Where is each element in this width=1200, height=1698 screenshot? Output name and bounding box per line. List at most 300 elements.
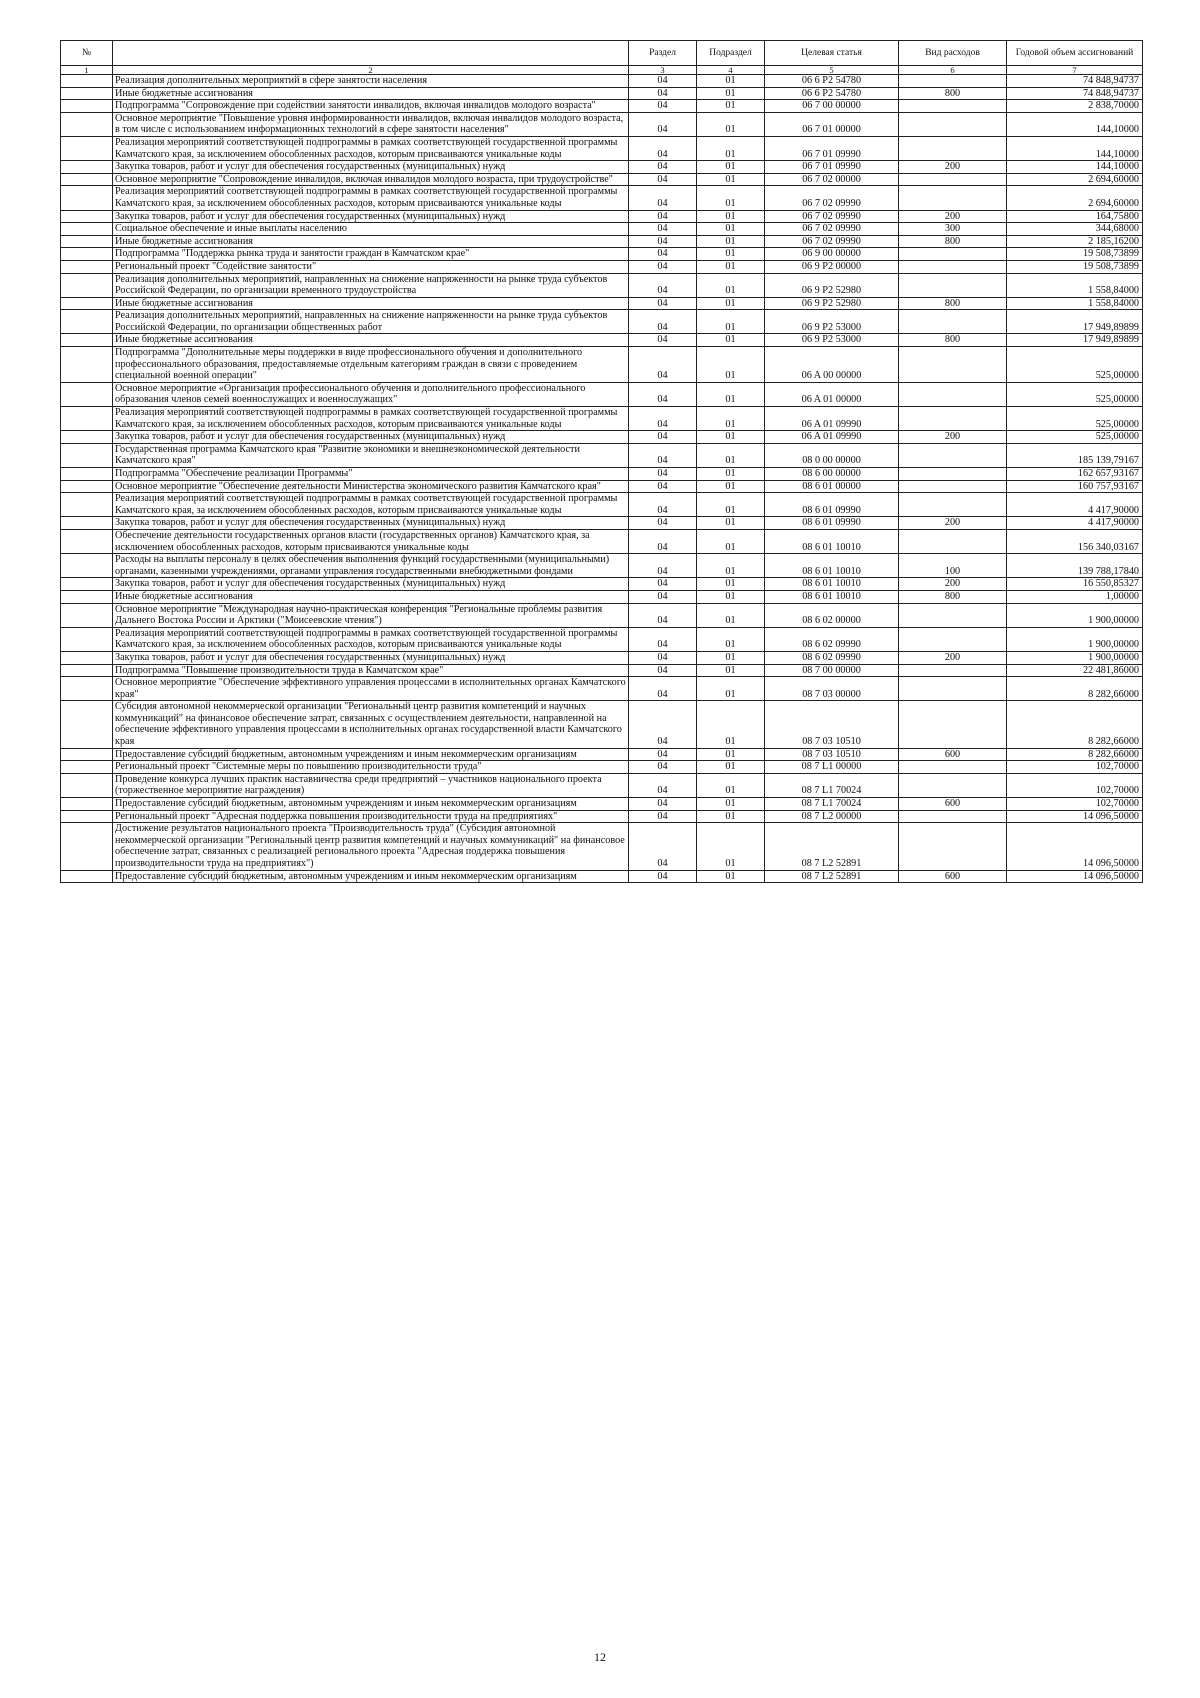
header-name: [113, 41, 629, 66]
row-razdel-cell: 04: [629, 248, 697, 261]
row-name-cell: Основное мероприятие «Организация профессионального обучения и дополнительного профессионального образования членов семей военнослужащих и военнослужащих": [113, 382, 629, 406]
table-row: [61, 297, 1143, 310]
row-podrazdel-cell: 01: [697, 810, 765, 823]
row-podrazdel-cell: 01: [697, 590, 765, 603]
row-amount-cell: 74 848,94737: [1007, 87, 1143, 100]
row-name-cell: Расходы на выплаты персоналу в целях обеспечения выполнения функций государственными (муниципальными) органами, казенными учреждениями, органами управления государственными внебюджетными фондами: [113, 554, 629, 578]
row-razdel-cell: 04: [629, 161, 697, 174]
row-name-cell: Подпрограмма "Сопровождение при содействии занятости инвалидов, включая инвалидов молодого возраста": [113, 100, 629, 113]
row-name-cell: Закупка товаров, работ и услуг для обеспечения государственных (муниципальных) нужд: [113, 210, 629, 223]
row-number-cell: [61, 677, 113, 701]
row-target-cell: 08 7 L1 70024: [765, 798, 899, 811]
row-name-cell: Подпрограмма "Поддержка рынка труда и занятости граждан в Камчатском крае": [113, 248, 629, 261]
table-row: [61, 798, 1143, 811]
row-vid-cell: [899, 382, 1007, 406]
row-vid-cell: [899, 136, 1007, 160]
row-number-cell: [61, 810, 113, 823]
row-target-cell: 08 6 02 09990: [765, 627, 899, 651]
row-name-cell: Подпрограмма "Обеспечение реализации Программы": [113, 468, 629, 481]
table-row: [61, 210, 1143, 223]
row-vid-cell: [899, 347, 1007, 383]
row-razdel-cell: 04: [629, 554, 697, 578]
row-vid-cell: [899, 173, 1007, 186]
row-vid-cell: 200: [899, 651, 1007, 664]
row-amount-cell: 17 949,89899: [1007, 310, 1143, 334]
table-row: [61, 627, 1143, 651]
row-amount-cell: 8 282,66000: [1007, 677, 1143, 701]
table-body: [61, 75, 1143, 883]
page-number: 12: [594, 1650, 606, 1664]
row-number-cell: [61, 334, 113, 347]
row-podrazdel-cell: 01: [697, 701, 765, 748]
table-row: [61, 529, 1143, 553]
row-vid-cell: [899, 480, 1007, 493]
row-razdel-cell: 04: [629, 210, 697, 223]
table-row: [61, 810, 1143, 823]
row-vid-cell: [899, 773, 1007, 797]
row-target-cell: 08 7 03 00000: [765, 677, 899, 701]
row-razdel-cell: 04: [629, 310, 697, 334]
row-number-cell: [61, 173, 113, 186]
row-name-cell: Предоставление субсидий бюджетным, автономным учреждениям и иным некоммерческим организациям: [113, 748, 629, 761]
table-row: [61, 260, 1143, 273]
row-vid-cell: [899, 761, 1007, 774]
row-vid-cell: 200: [899, 161, 1007, 174]
row-name-cell: Закупка товаров, работ и услуг для обеспечения государственных (муниципальных) нужд: [113, 161, 629, 174]
row-vid-cell: [899, 627, 1007, 651]
row-target-cell: 08 7 L1 00000: [765, 761, 899, 774]
row-amount-cell: 102,70000: [1007, 798, 1143, 811]
row-target-cell: 08 7 L2 52891: [765, 823, 899, 870]
row-amount-cell: 144,10000: [1007, 136, 1143, 160]
table-row: [61, 870, 1143, 883]
row-vid-cell: [899, 443, 1007, 467]
row-name-cell: Проведение конкурса лучших практик наставничества среди предприятий – участников национального проекта (торжественное мероприятие награждения): [113, 773, 629, 797]
row-name-cell: Достижение результатов национального проекта "Производительность труда" (Субсидия автономной некоммерческой организации "Региональный центр развития компетенций и научных коммуникаций" на финансовое обеспечение затрат, связанных с реализацией регионального проекта "Адресная поддержка повышения производительности труда на предприятиях"): [113, 823, 629, 870]
row-podrazdel-cell: 01: [697, 248, 765, 261]
column-number-row: [61, 66, 1143, 75]
row-number-cell: [61, 112, 113, 136]
row-razdel-cell: 04: [629, 273, 697, 297]
row-podrazdel-cell: 01: [697, 748, 765, 761]
table-row: [61, 468, 1143, 481]
row-amount-cell: 156 340,03167: [1007, 529, 1143, 553]
row-razdel-cell: 04: [629, 798, 697, 811]
table-row: [61, 223, 1143, 236]
row-amount-cell: 1 900,00000: [1007, 651, 1143, 664]
row-vid-cell: 100: [899, 554, 1007, 578]
row-amount-cell: 14 096,50000: [1007, 810, 1143, 823]
table-row: [61, 100, 1143, 113]
row-amount-cell: 8 282,66000: [1007, 748, 1143, 761]
row-target-cell: 06 A 01 00000: [765, 382, 899, 406]
row-name-cell: Иные бюджетные ассигнования: [113, 87, 629, 100]
row-razdel-cell: 04: [629, 701, 697, 748]
row-target-cell: 08 6 02 09990: [765, 651, 899, 664]
row-vid-cell: 600: [899, 748, 1007, 761]
row-name-cell: Иные бюджетные ассигнования: [113, 590, 629, 603]
row-vid-cell: 800: [899, 87, 1007, 100]
row-number-cell: [61, 260, 113, 273]
row-vid-cell: [899, 273, 1007, 297]
row-number-cell: [61, 223, 113, 236]
row-number-cell: [61, 273, 113, 297]
row-target-cell: 08 6 01 10010: [765, 590, 899, 603]
row-target-cell: 06 9 00 00000: [765, 248, 899, 261]
row-vid-cell: [899, 248, 1007, 261]
row-target-cell: 08 6 01 09990: [765, 493, 899, 517]
table-row: [61, 578, 1143, 591]
row-vid-cell: 200: [899, 431, 1007, 444]
row-amount-cell: 1 900,00000: [1007, 603, 1143, 627]
row-vid-cell: [899, 112, 1007, 136]
row-name-cell: Основное мероприятие "Сопровождение инвалидов, включая инвалидов молодого возраста, при трудоустройстве": [113, 173, 629, 186]
row-target-cell: 08 7 00 00000: [765, 664, 899, 677]
table-row: [61, 431, 1143, 444]
row-amount-cell: 160 757,93167: [1007, 480, 1143, 493]
row-name-cell: Закупка товаров, работ и услуг для обеспечения государственных (муниципальных) нужд: [113, 431, 629, 444]
row-target-cell: 06 7 02 09990: [765, 235, 899, 248]
row-amount-cell: 344,68000: [1007, 223, 1143, 236]
row-name-cell: Иные бюджетные ассигнования: [113, 297, 629, 310]
table-row: [61, 773, 1143, 797]
row-name-cell: Предоставление субсидий бюджетным, автономным учреждениям и иным некоммерческим организациям: [113, 870, 629, 883]
row-number-cell: [61, 590, 113, 603]
table-row: [61, 517, 1143, 530]
row-number-cell: [61, 578, 113, 591]
header-number: №: [61, 41, 113, 66]
table-row: [61, 664, 1143, 677]
row-name-cell: Закупка товаров, работ и услуг для обеспечения государственных (муниципальных) нужд: [113, 578, 629, 591]
row-podrazdel-cell: 01: [697, 210, 765, 223]
row-vid-cell: [899, 186, 1007, 210]
table-row: [61, 186, 1143, 210]
row-target-cell: 06 A 01 09990: [765, 407, 899, 431]
row-target-cell: 06 9 P2 53000: [765, 334, 899, 347]
row-target-cell: 06 7 01 00000: [765, 112, 899, 136]
row-target-cell: 08 7 03 10510: [765, 701, 899, 748]
row-amount-cell: 16 550,85327: [1007, 578, 1143, 591]
table-row: [61, 554, 1143, 578]
row-razdel-cell: 04: [629, 761, 697, 774]
row-vid-cell: 300: [899, 223, 1007, 236]
row-podrazdel-cell: 01: [697, 773, 765, 797]
row-vid-cell: [899, 529, 1007, 553]
row-target-cell: 06 7 01 09990: [765, 136, 899, 160]
row-razdel-cell: 04: [629, 578, 697, 591]
row-number-cell: [61, 773, 113, 797]
table-row: [61, 87, 1143, 100]
row-name-cell: Основное мероприятие "Обеспечение эффективного управления процессами в исполнительных органах Камчатского края": [113, 677, 629, 701]
row-amount-cell: 2 185,16200: [1007, 235, 1143, 248]
row-podrazdel-cell: 01: [697, 347, 765, 383]
row-vid-cell: [899, 603, 1007, 627]
row-name-cell: Подпрограмма "Дополнительные меры поддержки в виде профессионального обучения и дополнительного профессионального образования, предоставляемые отдельным категориям граждан в связи с проведением специальной военной операции": [113, 347, 629, 383]
row-razdel-cell: 04: [629, 517, 697, 530]
row-podrazdel-cell: 01: [697, 297, 765, 310]
row-podrazdel-cell: 01: [697, 407, 765, 431]
row-name-cell: Социальное обеспечение и иные выплаты населению: [113, 223, 629, 236]
row-vid-cell: [899, 677, 1007, 701]
row-vid-cell: [899, 260, 1007, 273]
row-number-cell: [61, 701, 113, 748]
row-podrazdel-cell: 01: [697, 235, 765, 248]
table-row: [61, 273, 1143, 297]
row-number-cell: [61, 75, 113, 88]
table-row: [61, 136, 1143, 160]
row-razdel-cell: 04: [629, 223, 697, 236]
colnum-4: 4: [697, 66, 765, 75]
row-amount-cell: 22 481,86000: [1007, 664, 1143, 677]
row-razdel-cell: 04: [629, 260, 697, 273]
row-number-cell: [61, 186, 113, 210]
row-number-cell: [61, 100, 113, 113]
row-target-cell: 06 7 02 00000: [765, 173, 899, 186]
row-podrazdel-cell: 01: [697, 798, 765, 811]
table-row: [61, 590, 1143, 603]
row-podrazdel-cell: 01: [697, 223, 765, 236]
row-razdel-cell: 04: [629, 748, 697, 761]
row-number-cell: [61, 664, 113, 677]
row-number-cell: [61, 748, 113, 761]
row-name-cell: Государственная программа Камчатского края "Развитие экономики и внешнеэкономической деятельности Камчатского края": [113, 443, 629, 467]
row-target-cell: 06 7 02 09990: [765, 186, 899, 210]
table-row: [61, 761, 1143, 774]
row-podrazdel-cell: 01: [697, 382, 765, 406]
row-target-cell: 06 9 P2 52980: [765, 273, 899, 297]
colnum-2: 2: [113, 66, 629, 75]
row-number-cell: [61, 407, 113, 431]
header-amount: Годовой объем ассигнований: [1007, 41, 1143, 66]
header-razdel: Раздел: [629, 41, 697, 66]
table-row: [61, 235, 1143, 248]
table-row: [61, 493, 1143, 517]
row-razdel-cell: 04: [629, 334, 697, 347]
row-amount-cell: 102,70000: [1007, 773, 1143, 797]
row-name-cell: Реализация мероприятий соответствующей подпрограммы в рамках соответствующей государственной программы Камчатского края, за исключением обособленных расходов, которым присваиваются уникальные коды: [113, 627, 629, 651]
row-name-cell: Обеспечение деятельности государственных органов власти (государственных органов) Камчатского края, за исключением обособленных расходов, которым присваиваются уникальные коды: [113, 529, 629, 553]
row-razdel-cell: 04: [629, 870, 697, 883]
row-name-cell: Предоставление субсидий бюджетным, автономным учреждениям и иным некоммерческим организациям: [113, 798, 629, 811]
row-razdel-cell: 04: [629, 382, 697, 406]
row-target-cell: 08 6 00 00000: [765, 468, 899, 481]
row-podrazdel-cell: 01: [697, 529, 765, 553]
budget-sheet: [60, 40, 1142, 883]
row-razdel-cell: 04: [629, 810, 697, 823]
row-target-cell: 06 7 01 09990: [765, 161, 899, 174]
row-vid-cell: 800: [899, 297, 1007, 310]
row-amount-cell: 4 417,90000: [1007, 517, 1143, 530]
row-name-cell: Закупка товаров, работ и услуг для обеспечения государственных (муниципальных) нужд: [113, 517, 629, 530]
row-number-cell: [61, 651, 113, 664]
row-vid-cell: 600: [899, 870, 1007, 883]
table-row: [61, 75, 1143, 88]
table-row: [61, 443, 1143, 467]
row-name-cell: Основное мероприятие "Международная научно-практическая конференция "Региональные проблемы развития Дальнего Востока России и Арктики ("Моисеевские чтения"): [113, 603, 629, 627]
row-razdel-cell: 04: [629, 297, 697, 310]
row-amount-cell: 525,00000: [1007, 407, 1143, 431]
row-target-cell: 08 6 01 09990: [765, 517, 899, 530]
row-podrazdel-cell: 01: [697, 75, 765, 88]
row-podrazdel-cell: 01: [697, 823, 765, 870]
row-razdel-cell: 04: [629, 823, 697, 870]
row-razdel-cell: 04: [629, 186, 697, 210]
row-razdel-cell: 04: [629, 173, 697, 186]
header-podrazdel: Подраздел: [697, 41, 765, 66]
row-vid-cell: 800: [899, 235, 1007, 248]
table-row: [61, 677, 1143, 701]
row-vid-cell: [899, 823, 1007, 870]
row-podrazdel-cell: 01: [697, 334, 765, 347]
row-number-cell: [61, 87, 113, 100]
row-target-cell: 08 7 L2 00000: [765, 810, 899, 823]
row-number-cell: [61, 554, 113, 578]
row-amount-cell: 2 694,60000: [1007, 173, 1143, 186]
row-amount-cell: 525,00000: [1007, 382, 1143, 406]
colnum-1: 1: [61, 66, 113, 75]
row-podrazdel-cell: 01: [697, 136, 765, 160]
row-razdel-cell: 04: [629, 235, 697, 248]
colnum-3: 3: [629, 66, 697, 75]
row-vid-cell: [899, 407, 1007, 431]
row-number-cell: [61, 297, 113, 310]
row-target-cell: 08 6 01 00000: [765, 480, 899, 493]
row-amount-cell: 17 949,89899: [1007, 334, 1143, 347]
row-number-cell: [61, 761, 113, 774]
row-razdel-cell: 04: [629, 664, 697, 677]
row-podrazdel-cell: 01: [697, 677, 765, 701]
row-target-cell: 06 9 P2 53000: [765, 310, 899, 334]
row-target-cell: 06 A 01 09990: [765, 431, 899, 444]
row-podrazdel-cell: 01: [697, 493, 765, 517]
row-target-cell: 08 7 L2 52891: [765, 870, 899, 883]
row-amount-cell: 162 657,93167: [1007, 468, 1143, 481]
row-number-cell: [61, 480, 113, 493]
table-row: [61, 161, 1143, 174]
row-amount-cell: 1,00000: [1007, 590, 1143, 603]
table-row: [61, 248, 1143, 261]
row-name-cell: Реализация мероприятий соответствующей подпрограммы в рамках соответствующей государственной программы Камчатского края, за исключением обособленных расходов, которым присваиваются уникальные коды: [113, 186, 629, 210]
table-row: [61, 310, 1143, 334]
row-amount-cell: 8 282,66000: [1007, 701, 1143, 748]
row-amount-cell: 144,10000: [1007, 112, 1143, 136]
table-row: [61, 407, 1143, 431]
row-podrazdel-cell: 01: [697, 578, 765, 591]
row-vid-cell: 600: [899, 798, 1007, 811]
row-name-cell: Подпрограмма "Повышение производительности труда в Камчатском крае": [113, 664, 629, 677]
row-amount-cell: 144,10000: [1007, 161, 1143, 174]
row-razdel-cell: 04: [629, 112, 697, 136]
row-number-cell: [61, 210, 113, 223]
row-podrazdel-cell: 01: [697, 161, 765, 174]
row-razdel-cell: 04: [629, 627, 697, 651]
row-target-cell: 08 6 01 10010: [765, 578, 899, 591]
colnum-5: 5: [765, 66, 899, 75]
row-podrazdel-cell: 01: [697, 173, 765, 186]
row-vid-cell: 200: [899, 517, 1007, 530]
row-razdel-cell: 04: [629, 100, 697, 113]
table-row: [61, 701, 1143, 748]
row-vid-cell: [899, 701, 1007, 748]
table-row: [61, 112, 1143, 136]
row-name-cell: Реализация мероприятий соответствующей подпрограммы в рамках соответствующей государственной программы Камчатского края, за исключением обособленных расходов, которым присваиваются уникальные коды: [113, 493, 629, 517]
row-podrazdel-cell: 01: [697, 870, 765, 883]
header-vid: Вид расходов: [899, 41, 1007, 66]
row-name-cell: Региональный проект "Системные меры по повышению производительности труда": [113, 761, 629, 774]
row-name-cell: Реализация мероприятий соответствующей подпрограммы в рамках соответствующей государственной программы Камчатского края, за исключением обособленных расходов, которым присваиваются уникальные коды: [113, 136, 629, 160]
row-podrazdel-cell: 01: [697, 443, 765, 467]
row-amount-cell: 2 838,70000: [1007, 100, 1143, 113]
row-number-cell: [61, 468, 113, 481]
row-name-cell: Субсидия автономной некоммерческой организации "Региональный центр развития компетенций и научных коммуникаций" на финансовое обеспечение затрат, связанных с осуществлением деятельности, направленной на обеспечение эффективного управления процессами в исполнительных органах государственной власти Камчатского края: [113, 701, 629, 748]
row-target-cell: 08 6 02 00000: [765, 603, 899, 627]
table-header-row: [61, 41, 1143, 66]
row-amount-cell: 164,75800: [1007, 210, 1143, 223]
table-row: [61, 347, 1143, 383]
row-name-cell: Реализация дополнительных мероприятий, направленных на снижение напряженности на рынке труда субъектов Российской Федерации, по организации временного трудоустройства: [113, 273, 629, 297]
row-amount-cell: 19 508,73899: [1007, 260, 1143, 273]
colnum-7: 7: [1007, 66, 1143, 75]
row-vid-cell: [899, 75, 1007, 88]
table-row: [61, 748, 1143, 761]
row-amount-cell: 4 417,90000: [1007, 493, 1143, 517]
row-number-cell: [61, 823, 113, 870]
table-row: [61, 651, 1143, 664]
row-razdel-cell: 04: [629, 431, 697, 444]
row-name-cell: Основное мероприятие "Обеспечение деятельности Министерства экономического развития Камчатского края": [113, 480, 629, 493]
row-razdel-cell: 04: [629, 75, 697, 88]
row-target-cell: 08 0 00 00000: [765, 443, 899, 467]
row-name-cell: Закупка товаров, работ и услуг для обеспечения государственных (муниципальных) нужд: [113, 651, 629, 664]
colnum-6: 6: [899, 66, 1007, 75]
row-number-cell: [61, 347, 113, 383]
row-target-cell: 08 6 01 10010: [765, 554, 899, 578]
row-target-cell: 06 A 00 00000: [765, 347, 899, 383]
row-number-cell: [61, 235, 113, 248]
row-name-cell: Реализация дополнительных мероприятий, направленных на снижение напряженности на рынке труда субъектов Российской Федерации, по организации общественных работ: [113, 310, 629, 334]
row-target-cell: 06 6 P2 54780: [765, 75, 899, 88]
row-razdel-cell: 04: [629, 677, 697, 701]
row-amount-cell: 74 848,94737: [1007, 75, 1143, 88]
row-vid-cell: 800: [899, 334, 1007, 347]
row-number-cell: [61, 161, 113, 174]
table-row: [61, 334, 1143, 347]
row-podrazdel-cell: 01: [697, 100, 765, 113]
row-razdel-cell: 04: [629, 136, 697, 160]
row-vid-cell: 800: [899, 590, 1007, 603]
table-row: [61, 382, 1143, 406]
row-amount-cell: 2 694,60000: [1007, 186, 1143, 210]
row-amount-cell: 1 558,84000: [1007, 297, 1143, 310]
row-name-cell: Региональный проект "Адресная поддержка повышения производительности труда на предприятиях": [113, 810, 629, 823]
row-name-cell: Иные бюджетные ассигнования: [113, 334, 629, 347]
row-podrazdel-cell: 01: [697, 87, 765, 100]
row-amount-cell: 14 096,50000: [1007, 870, 1143, 883]
row-vid-cell: 200: [899, 210, 1007, 223]
row-amount-cell: 102,70000: [1007, 761, 1143, 774]
row-name-cell: Реализация мероприятий соответствующей подпрограммы в рамках соответствующей государственной программы Камчатского края, за исключением обособленных расходов, которым присваиваются уникальные коды: [113, 407, 629, 431]
table-row: [61, 173, 1143, 186]
row-number-cell: [61, 627, 113, 651]
row-amount-cell: 185 139,79167: [1007, 443, 1143, 467]
row-podrazdel-cell: 01: [697, 260, 765, 273]
row-razdel-cell: 04: [629, 443, 697, 467]
row-number-cell: [61, 136, 113, 160]
row-target-cell: 06 7 00 00000: [765, 100, 899, 113]
table-row: [61, 823, 1143, 870]
row-name-cell: Региональный проект "Содействие занятости": [113, 260, 629, 273]
row-number-cell: [61, 382, 113, 406]
